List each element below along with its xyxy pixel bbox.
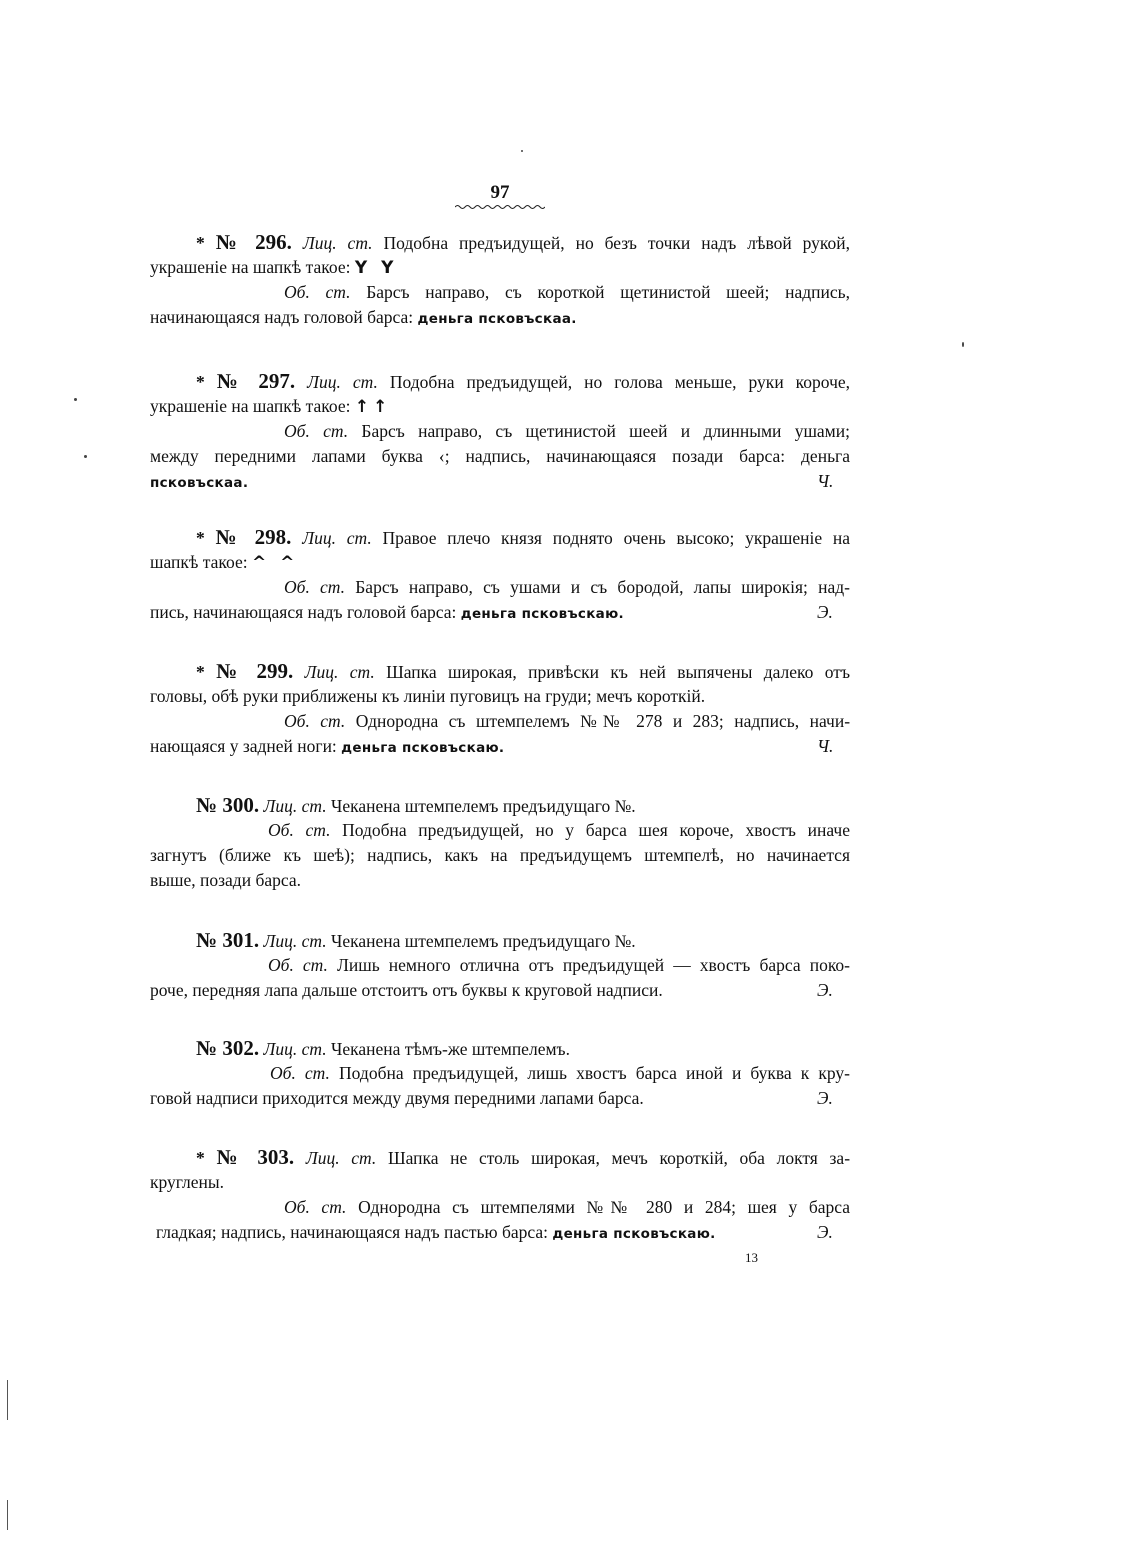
obverse-line-1 xyxy=(150,928,850,953)
coin-legend: деньга псковъскаю. xyxy=(341,740,505,756)
star-mark: * xyxy=(196,1148,205,1168)
obverse-text: украшеніе на шапкѣ такое: xyxy=(150,257,351,277)
collection-signature: Э. xyxy=(817,980,833,1000)
obverse-label: Лиц. ст. xyxy=(302,528,372,548)
obverse-text: Правое плечо князя поднято очень высоко; украшеніе на xyxy=(382,528,851,548)
collection-signature: Э. xyxy=(817,1088,833,1108)
reverse-line-2 xyxy=(150,1220,850,1245)
obverse-line-1 xyxy=(150,659,850,684)
collection-signature: Ч. xyxy=(817,471,834,491)
obverse-label: Лиц. ст. xyxy=(307,372,378,392)
star-mark: * xyxy=(196,528,205,548)
reverse-text: пись, начинающаяся надъ головой барса: xyxy=(150,602,457,622)
reverse-label: Об. ст. xyxy=(284,282,351,302)
reverse-text: Лишь немного отлична отъ предъидущей — хвостъ барса поко- xyxy=(337,955,851,975)
obverse-line-1 xyxy=(150,1036,850,1061)
obverse-line-1 xyxy=(150,1145,850,1170)
scan-edge-line xyxy=(7,1380,8,1420)
reverse-text: Барсъ направо, съ короткой щетинистой шеей; надпись, xyxy=(366,282,850,302)
obverse-line-1 xyxy=(150,369,850,394)
obverse-label: Лиц. ст. xyxy=(263,931,327,951)
star-mark: * xyxy=(196,233,205,253)
entry-number: № 302. xyxy=(196,1036,260,1060)
entry-303 xyxy=(150,1145,850,1245)
scan-edge-line xyxy=(7,1500,8,1530)
reverse-label: Об. ст. xyxy=(268,820,331,840)
obverse-line-2 xyxy=(150,684,850,709)
reverse-line-1 xyxy=(150,1195,850,1220)
coin-legend: деньга псковъскаю. xyxy=(460,606,624,622)
coin-legend: деньга псковъскаа. xyxy=(417,311,577,327)
page-number: 97 xyxy=(490,182,510,203)
obverse-text: украшеніе на шапкѣ такое: xyxy=(150,396,351,416)
obverse-text: круглены. xyxy=(150,1172,225,1192)
reverse-label: Об. ст. xyxy=(270,1063,330,1083)
reverse-text: роче, передняя лапа дальше отстоитъ отъ буквы к круговой надписи. xyxy=(150,980,663,1000)
cap-ornament-icon: ↑↑ xyxy=(354,397,392,417)
entry-296 xyxy=(150,230,850,330)
obverse-text: Подобна предъидущей, но голова меньше, руки короче, xyxy=(389,372,851,392)
reverse-line-2 xyxy=(150,600,850,625)
obverse-text: Чеканена штемпелемъ предъидущаго №. xyxy=(330,796,636,816)
reverse-line-2 xyxy=(150,734,850,759)
collection-signature: Э. xyxy=(817,602,833,622)
reverse-line-2 xyxy=(150,444,850,469)
reverse-line-1 xyxy=(150,280,850,305)
entry-number: № 297. xyxy=(216,369,296,393)
reverse-line-2 xyxy=(150,1086,850,1111)
entry-number: № 300. xyxy=(196,793,260,817)
reverse-line-3 xyxy=(150,469,850,494)
reverse-line-1 xyxy=(150,419,850,444)
reverse-line-2 xyxy=(150,843,850,868)
entry-number: № 301. xyxy=(196,928,260,952)
collection-signature: Э. xyxy=(817,1222,833,1242)
reverse-line-1 xyxy=(150,1061,850,1086)
reverse-text: Барсъ направо, съ ушами и съ бородой, лапы широкія; над- xyxy=(355,577,850,597)
reverse-line-1 xyxy=(150,709,850,734)
obverse-text: Шапка широкая, привѣски къ ней выпячены далеко отъ xyxy=(386,662,851,682)
reverse-text: Однородна съ штемпелемъ №№ 278 и 283; надпись, начи- xyxy=(355,711,851,731)
star-mark: * xyxy=(196,372,205,392)
reverse-label: Об. ст. xyxy=(284,577,346,597)
obverse-line-1 xyxy=(150,525,850,550)
entry-number: № 296. xyxy=(215,230,292,254)
reverse-text: Барсъ направо, съ щетинистой шеей и длинными ушами; xyxy=(361,421,850,441)
reverse-label: Об. ст. xyxy=(284,711,346,731)
obverse-label: Лиц. ст. xyxy=(263,796,327,816)
scan-speck xyxy=(962,342,964,347)
scan-speck xyxy=(84,455,87,458)
obverse-line-2 xyxy=(150,550,850,575)
obverse-label: Лиц. ст. xyxy=(305,1148,377,1168)
sheet-signature-mark: 13 xyxy=(745,1250,758,1265)
reverse-line-1 xyxy=(150,575,850,600)
obverse-line-1 xyxy=(150,793,850,818)
reverse-text: между передними лапами буква ‹; надпись, начинающаяся позади барса: деньга xyxy=(150,446,850,466)
reverse-line-2 xyxy=(150,978,850,1003)
reverse-text: выше, позади барса. xyxy=(150,870,301,890)
reverse-line-1 xyxy=(150,818,850,843)
obverse-label: Лиц. ст. xyxy=(263,1039,327,1059)
entry-number: № 303. xyxy=(216,1145,295,1169)
reverse-text: начинающаяся надъ головой барса: xyxy=(150,307,414,327)
obverse-text: Чеканена тѣмъ-же штемпелемъ. xyxy=(330,1039,570,1059)
reverse-text: загнутъ (ближе къ шеѣ); надпись, какъ на предъидущемъ штемпелѣ, но начинается xyxy=(150,845,850,865)
obverse-line-2 xyxy=(150,1170,850,1195)
entry-297 xyxy=(150,369,850,494)
obverse-label: Лиц. ст. xyxy=(304,662,375,682)
reverse-text: нающаяся у задней ноги: xyxy=(150,736,337,756)
obverse-text: головы, обѣ руки приближены къ линіи пуговицъ на груди; мечъ короткій. xyxy=(150,686,706,706)
obverse-text: Шапка не столь широкая, мечъ короткій, оба локтя за- xyxy=(387,1148,851,1168)
obverse-text: Чеканена штемпелемъ предъидущаго №. xyxy=(330,931,636,951)
entry-301 xyxy=(150,928,850,1003)
obverse-line-2 xyxy=(150,255,850,280)
reverse-text: Подобна предъидущей, лишь хвостъ барса иной и буква к кру- xyxy=(339,1063,851,1083)
obverse-label: Лиц. ст. xyxy=(302,233,373,253)
reverse-line-2 xyxy=(150,305,850,330)
obverse-text: Подобна предъидущей, но безъ точки надъ лѣвой рукой, xyxy=(383,233,851,253)
reverse-label: Об. ст. xyxy=(284,421,349,441)
scan-speck xyxy=(74,398,77,401)
coin-legend: деньга псковъскаю. xyxy=(552,1226,716,1242)
reverse-text: говой надписи приходится между двумя передними лапами барса. xyxy=(150,1088,644,1108)
entry-300 xyxy=(150,793,850,893)
obverse-line-2 xyxy=(150,394,850,419)
obverse-text: шапкѣ такое: xyxy=(150,552,248,572)
entry-299 xyxy=(150,659,850,759)
reverse-line-1 xyxy=(150,953,850,978)
obverse-line-1 xyxy=(150,230,850,255)
reverse-text: Подобна предъидущей, но у барса шея короче, хвостъ иначе xyxy=(342,820,850,840)
collection-signature: Ч. xyxy=(817,736,834,756)
reverse-text: гладкая; надпись, начинающаяся надъ пастью барса: xyxy=(156,1222,549,1242)
page-number-ornament xyxy=(455,204,545,210)
entry-number: № 299. xyxy=(216,659,294,683)
reverse-label: Об. ст. xyxy=(268,955,328,975)
reverse-text: Однородна съ штемпелями №№ 280 и 284; шея у барса xyxy=(358,1197,851,1217)
cap-ornament-icon: ^ ^ xyxy=(251,553,299,573)
reverse-label: Об. ст. xyxy=(284,1197,347,1217)
scan-speck xyxy=(521,150,523,152)
entry-302 xyxy=(150,1036,850,1111)
cap-ornament-icon: Y Y xyxy=(354,258,398,278)
star-mark: * xyxy=(196,662,205,682)
entry-298 xyxy=(150,525,850,625)
coin-legend: псковъскаа. xyxy=(150,475,249,491)
entry-number: № 298. xyxy=(215,525,292,549)
reverse-line-3 xyxy=(150,868,850,893)
